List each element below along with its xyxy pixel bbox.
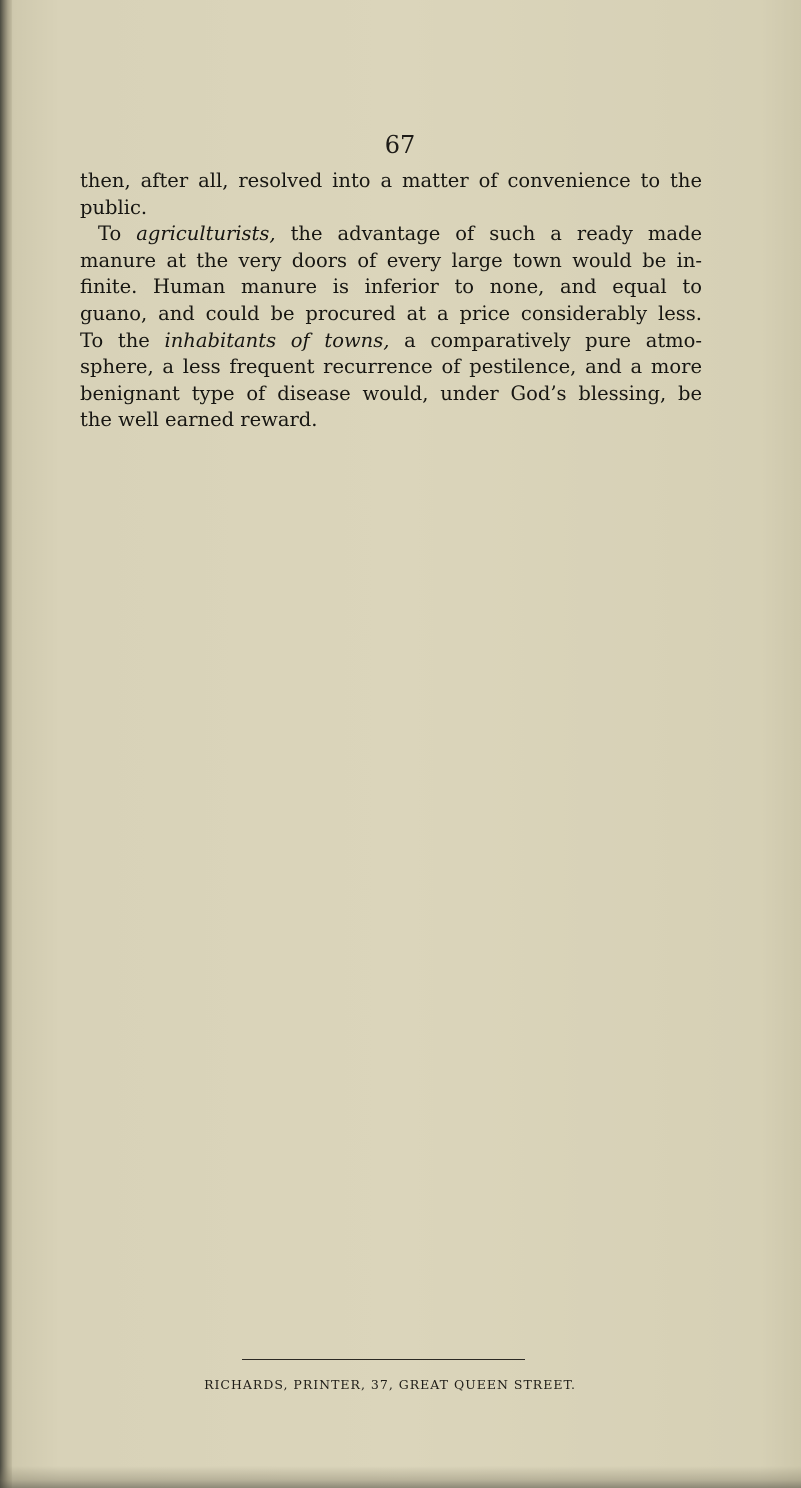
text-line: To agriculturists, the advantage of such a ready made xyxy=(98,222,702,246)
page-number: 67 xyxy=(384,131,416,159)
text-line: then, after all, resolved into a matter of convenience to the xyxy=(80,169,702,192)
italic-phrase: inhabitants of towns, xyxy=(164,328,390,352)
printer-imprint: RICHARDS, PRINTER, 37, GREAT QUEEN STREET. xyxy=(204,1377,576,1392)
italic-phrase: agriculturists, xyxy=(136,222,276,246)
text-line: sphere, a less frequent recurrence of pestilence, and a more xyxy=(80,355,702,379)
text-line: To the inhabitants of towns, a comparatively pure atmo- xyxy=(80,328,702,352)
text-line: finite. Human manure is inferior to none, and equal to xyxy=(80,275,702,299)
text-line: the well earned reward. xyxy=(80,408,318,432)
page-binding-shadow xyxy=(0,0,12,1488)
text-line: manure at the very doors of every large town would be in- xyxy=(80,248,702,272)
text-line: guano, and could be procured at a price considerably less. xyxy=(80,301,702,325)
body-text xyxy=(80,168,702,434)
text-line: public. xyxy=(80,195,148,219)
imprint-divider xyxy=(242,1359,525,1360)
text-line: benignant type of disease would, under God’s blessing, be xyxy=(80,381,702,405)
page-bottom-edge xyxy=(0,1466,801,1488)
